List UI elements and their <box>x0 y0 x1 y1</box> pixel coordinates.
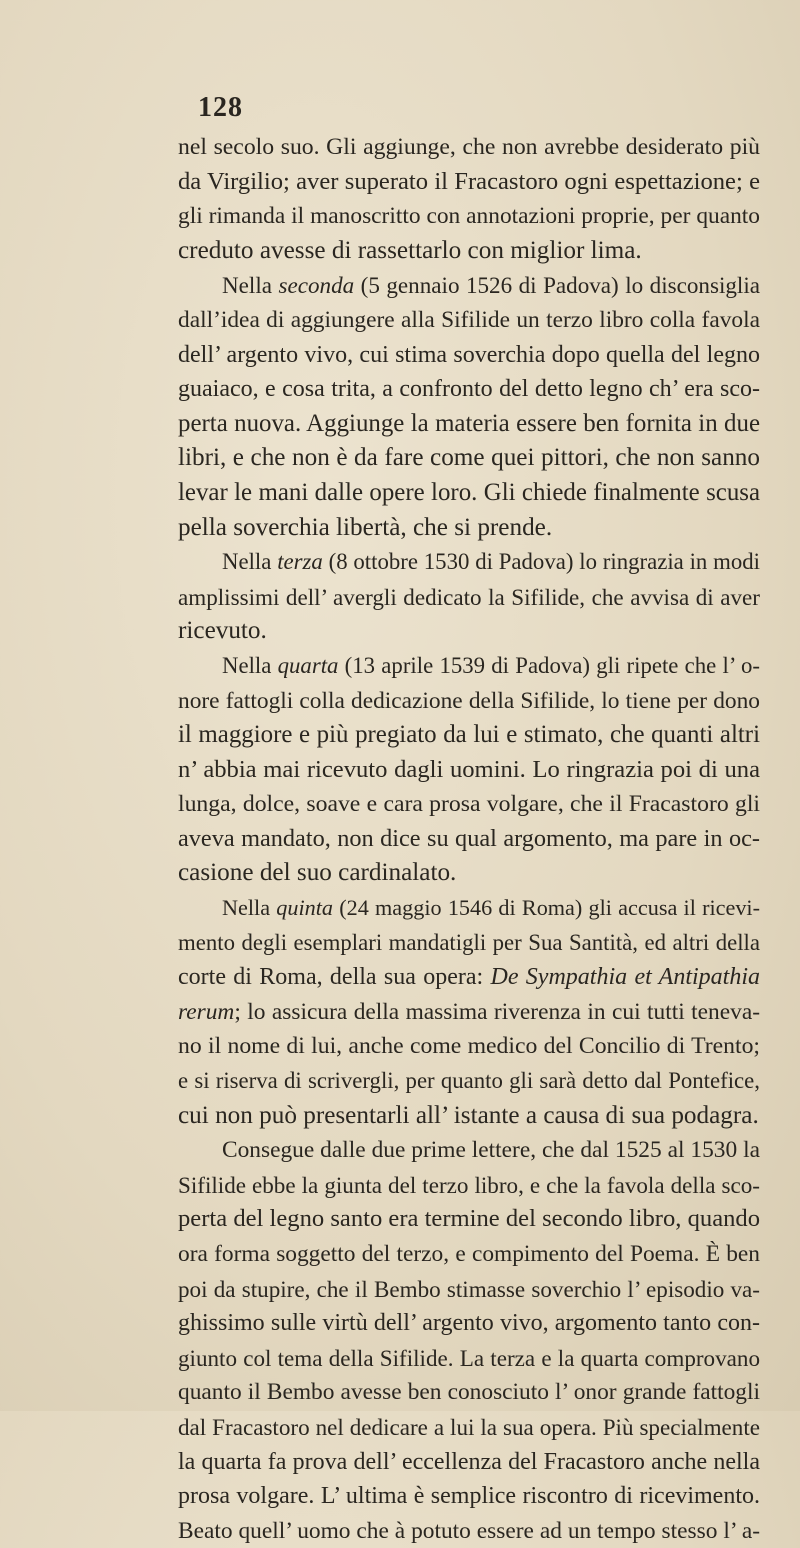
text-run: (8 ottobre 1530 di Padova) lo ringrazia in modi <box>322 549 760 575</box>
text-line <box>178 441 760 476</box>
text-run: giunto col tema della Sifilide. La terza e la quarta comprovano <box>178 1344 760 1371</box>
text-run: nore fattogli colla dedicazione della Sifilide, lo tiene per dono <box>178 687 760 714</box>
text-line <box>178 1445 760 1480</box>
text-run: perta del legno santo era termine del secondo libro, quando <box>178 1205 760 1233</box>
text-line <box>178 338 760 373</box>
text-line <box>178 511 760 546</box>
text-run: poi da stupire, che il Bembo stimasse soverchio l’ episodio va- <box>178 1275 760 1302</box>
text-run: Nella <box>222 272 279 299</box>
text-line <box>178 822 760 857</box>
text-line <box>178 1272 760 1307</box>
text-run: guaiaco, e cosa trita, a confronto del detto legno ch’ era sco- <box>178 376 760 403</box>
text-line <box>178 545 760 580</box>
text-line <box>178 1341 760 1376</box>
text-run: da Virgilio; aver superato il Fracastoro ogni espettazione; e <box>178 167 760 195</box>
text-run: Sifilide ebbe la giunta del terzo libro, e che la favola della sco- <box>178 1171 760 1198</box>
text-run: cui non può presentarli all’ istante a causa di sua podagra. <box>178 1101 759 1129</box>
text-line <box>178 476 760 511</box>
text-line <box>178 753 760 788</box>
page-number: 128 <box>198 92 243 123</box>
text-run: gli rimanda il manoscritto con annotazioni proprie, per quanto <box>178 203 760 230</box>
text-run: aveva mandato, non dice su qual argomento, ma pare in oc- <box>178 824 760 852</box>
italic-text: seconda <box>278 272 355 299</box>
text-run: ghissimo sulle virtù dell’ argento vivo, argomento tanto con- <box>178 1310 760 1337</box>
text-line <box>178 995 760 1030</box>
text-line <box>178 649 760 684</box>
text-run: (13 aprile 1539 di Padova) gli ripete che l’ o- <box>338 652 760 678</box>
text-line <box>178 718 760 753</box>
text-run: prosa volgare. L’ ultima è semplice riscontro di ricevimento. <box>178 1483 760 1510</box>
text-line <box>178 407 760 442</box>
text-run: corte di Roma, della sua opera: <box>178 964 491 991</box>
text-run: casione del suo cardinalato. <box>178 859 457 887</box>
text-run: n’ abbia mai ricevuto dagli uomini. Lo ringrazia poi di una <box>178 755 760 783</box>
text-run: Nella <box>222 652 278 678</box>
text-line <box>178 372 760 407</box>
text-line <box>178 926 760 961</box>
text-run: no il nome di lui, anche come medico del Concilio di Trento; <box>178 1033 760 1060</box>
text-run: il maggiore e più pregiato da lui e stimato, che quanti altri <box>178 721 760 749</box>
text-line <box>178 684 760 719</box>
text-run: ; lo assicura della massima riverenza in cui tutti teneva- <box>234 998 760 1025</box>
text-run: amplissimi dell’ avergli dedicato la Sifilide, che avvisa di aver <box>178 583 760 610</box>
italic-text: quinta <box>276 895 333 921</box>
text-line <box>178 1375 760 1410</box>
text-run: (5 gennaio 1526 di Padova) lo disconsiglia <box>354 272 760 299</box>
body-text <box>178 130 760 1548</box>
text-run: la quarta fa prova dell’ eccellenza del Fracastoro anche nella <box>178 1448 760 1475</box>
text-line <box>178 1099 760 1134</box>
text-run: dell’ argento vivo, cui stima soverchia dopo quella del legno <box>178 341 760 368</box>
text-line <box>178 856 760 891</box>
text-run: Consegue dalle due prime lettere, che dal 1525 al 1530 la <box>222 1137 760 1164</box>
text-line <box>178 614 760 649</box>
italic-text: rerum <box>178 998 235 1025</box>
italic-text: quarta <box>277 652 339 678</box>
text-line <box>178 787 760 822</box>
italic-text: De Sympathia et Antipathia <box>490 964 760 991</box>
text-line <box>178 1514 760 1548</box>
text-run: creduto avesse di rassettarlo con miglior lima. <box>178 236 642 264</box>
text-line <box>178 303 760 338</box>
text-line <box>178 580 760 615</box>
text-line <box>178 1064 760 1099</box>
text-run: ricevuto. <box>178 617 267 645</box>
text-run: levar le mani dalle opere loro. Gli chiede finalmente scusa <box>178 478 760 506</box>
text-line <box>178 1168 760 1203</box>
text-line <box>178 1202 760 1237</box>
text-run: ora forma soggetto del terzo, e compimento del Poema. È ben <box>178 1241 760 1267</box>
text-line <box>178 1133 760 1168</box>
text-line <box>178 1479 760 1514</box>
text-run: pella soverchia libertà, che si prende. <box>178 513 553 541</box>
text-line <box>178 199 760 234</box>
text-line <box>178 1410 760 1445</box>
text-run: Nella <box>222 549 278 575</box>
text-line <box>178 234 760 269</box>
text-line <box>178 268 760 303</box>
text-line <box>178 1029 760 1064</box>
text-line <box>178 165 760 200</box>
text-run: dal Fracastoro nel dedicare a lui la sua opera. Più specialmente <box>178 1413 760 1440</box>
text-line <box>178 960 760 995</box>
text-run: (24 maggio 1546 di Roma) gli accusa il ricevi- <box>333 895 760 921</box>
text-run: dall’idea di aggiungere alla Sifilide un terzo libro colla favola <box>178 306 760 333</box>
text-line <box>178 130 760 165</box>
text-run: e si riserva di scrivergli, per quanto gli sarà detto dal Pontefice, <box>178 1068 760 1094</box>
italic-text: terza <box>277 549 323 575</box>
text-line <box>178 891 760 926</box>
text-run: Nella <box>222 895 277 921</box>
text-run: quanto il Bembo avesse ben conosciuto l’ onor grande fattogli <box>178 1379 760 1406</box>
text-run: perta nuova. Aggiunge la materia essere ben fornita in due <box>178 409 760 437</box>
text-run: libri, e che non è da fare come quei pittori, che non sanno <box>178 444 760 472</box>
text-run: mento degli esemplari mandatigli per Sua Santità, ed altri della <box>178 929 760 955</box>
text-run: lunga, dolce, soave e cara prosa volgare, che il Fracastoro gli <box>178 791 760 818</box>
text-run: Beato quell’ uomo che à potuto essere ad un tempo stesso l’ a- <box>178 1517 760 1544</box>
text-run: nel secolo suo. Gli aggiunge, che non avrebbe desiderato più <box>178 134 760 160</box>
text-line <box>178 1306 760 1341</box>
text-line <box>178 1237 760 1272</box>
